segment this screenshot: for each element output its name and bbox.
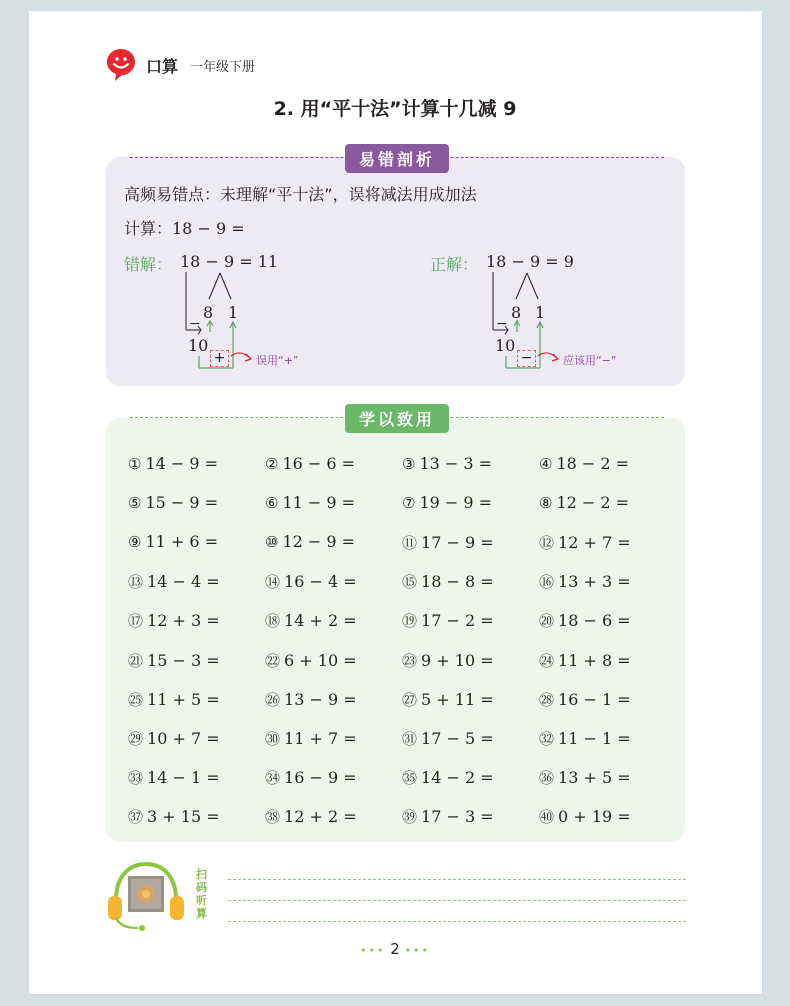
problem-number: ⑳ bbox=[539, 612, 555, 631]
problem-expression: 13 + 3 = bbox=[558, 572, 631, 592]
common-error-text: 高频易错点：未理解“平十法”，误将减法用成加法 bbox=[124, 185, 477, 204]
problem-number: ⑥ bbox=[265, 494, 279, 513]
practice-problem bbox=[539, 689, 631, 710]
practice-problem bbox=[539, 650, 631, 671]
problem-expression: 10 + 7 = bbox=[147, 728, 220, 748]
problem-expression: 17 − 3 = bbox=[421, 806, 494, 826]
problem-number: ㉛ bbox=[402, 729, 418, 748]
problem-expression: 18 − 6 = bbox=[558, 611, 631, 631]
practice-problem bbox=[128, 689, 220, 710]
problem-number: ㉚ bbox=[265, 729, 281, 748]
problem-expression: 19 − 9 = bbox=[419, 493, 493, 513]
problem-expression: 0 + 19 = bbox=[558, 806, 631, 826]
problem-expression: 3 + 15 = bbox=[147, 806, 220, 826]
problem-number: ⑮ bbox=[402, 573, 418, 592]
problem-expression: 11 − 9 = bbox=[282, 493, 356, 513]
practice-problem bbox=[265, 571, 357, 592]
problem-number: ① bbox=[128, 455, 142, 473]
practice-problem bbox=[265, 806, 357, 827]
problem-expression: 14 − 1 = bbox=[147, 767, 220, 787]
practice-problem bbox=[402, 493, 492, 512]
practice-problem bbox=[265, 728, 357, 749]
problem-number: ⑩ bbox=[265, 533, 279, 552]
problem-number: ② bbox=[265, 455, 279, 473]
problem-number: ㉞ bbox=[265, 768, 281, 787]
practice-problem bbox=[265, 610, 357, 631]
wrong-minus: − bbox=[189, 316, 201, 332]
practice-problem bbox=[128, 493, 218, 512]
problem-expression: 12 − 2 = bbox=[556, 493, 630, 513]
practice-problem bbox=[539, 610, 631, 631]
problem-text: 计算：18 − 9 = bbox=[124, 219, 245, 238]
right-equation: 18 − 9 = 9 bbox=[486, 252, 574, 271]
problem-number: ㉒ bbox=[265, 651, 281, 670]
practice-section-header bbox=[130, 404, 664, 432]
right-note: 应该用“−” bbox=[563, 354, 617, 367]
problem-number: ㉗ bbox=[402, 690, 418, 709]
problem-number: ㉕ bbox=[128, 690, 144, 709]
right-minus: − bbox=[496, 316, 508, 332]
practice-problem bbox=[539, 728, 631, 749]
problem-expression: 11 + 8 = bbox=[558, 650, 631, 670]
practice-problem bbox=[402, 650, 494, 671]
wrong-label: 错解： bbox=[124, 255, 173, 274]
problem-number: ⑫ bbox=[539, 534, 555, 553]
analysis-section-label: 易错剖析 bbox=[345, 144, 449, 173]
practice-problem bbox=[402, 728, 494, 749]
problem-number: ㊲ bbox=[128, 807, 144, 826]
problem-expression: 13 + 5 = bbox=[558, 767, 631, 787]
problem-expression: 11 + 5 = bbox=[147, 689, 220, 709]
problem-expression: 9 + 10 = bbox=[421, 650, 494, 670]
wrong-operator-box: + bbox=[210, 350, 229, 367]
problem-number: ⑧ bbox=[539, 494, 553, 513]
practice-problem bbox=[128, 571, 220, 592]
page-title: 2. 用“平十法”计算十几减 9 bbox=[273, 98, 517, 120]
problem-number: ⑯ bbox=[539, 573, 555, 592]
practice-problem bbox=[402, 767, 494, 788]
problem-number: ⑨ bbox=[128, 533, 142, 552]
problem-number: ㉘ bbox=[539, 690, 555, 709]
problem-expression: 16 − 6 = bbox=[282, 454, 356, 473]
problem-expression: 14 − 2 = bbox=[421, 767, 494, 787]
practice-problem bbox=[402, 610, 494, 631]
right-label: 正解： bbox=[430, 255, 479, 274]
problem-number: ⑦ bbox=[402, 494, 416, 513]
problem-number: ⑱ bbox=[265, 612, 281, 631]
practice-problem bbox=[128, 806, 220, 827]
practice-problem bbox=[128, 610, 220, 631]
problem-number: ⑬ bbox=[128, 573, 144, 592]
practice-problem bbox=[265, 650, 357, 671]
problem-number: ㉙ bbox=[128, 729, 144, 748]
answer-line bbox=[228, 900, 686, 901]
problem-number: ㊴ bbox=[402, 807, 418, 826]
practice-problem bbox=[402, 454, 492, 473]
problem-number: ⑲ bbox=[402, 612, 418, 631]
problem-number: ⑤ bbox=[128, 494, 142, 513]
answer-line bbox=[228, 879, 686, 880]
practice-problem bbox=[265, 767, 357, 788]
practice-problem bbox=[402, 532, 494, 553]
practice-problem bbox=[128, 728, 220, 749]
book-name: 口算 bbox=[146, 56, 179, 76]
problem-expression: 17 − 2 = bbox=[421, 611, 494, 631]
answer-line bbox=[228, 921, 686, 922]
problem-number: ㉓ bbox=[402, 651, 418, 670]
practice-problem bbox=[539, 571, 631, 592]
problem-number: ㊵ bbox=[539, 807, 555, 826]
problem-expression: 11 + 6 = bbox=[145, 532, 219, 552]
practice-problem bbox=[128, 650, 220, 671]
problem-expression: 11 + 7 = bbox=[284, 728, 357, 748]
problem-expression: 12 + 2 = bbox=[284, 806, 357, 826]
problem-expression: 18 − 2 = bbox=[556, 454, 630, 473]
page-number: ••• 2 ••• bbox=[359, 940, 431, 958]
practice-problem bbox=[265, 689, 357, 710]
grade-label: 一年级下册 bbox=[190, 59, 256, 75]
wrong-split-left: 8 bbox=[203, 303, 214, 322]
problem-expression: 12 − 9 = bbox=[282, 532, 356, 552]
right-split-left: 8 bbox=[511, 303, 522, 322]
practice-problem bbox=[128, 532, 218, 551]
practice-problem bbox=[539, 493, 629, 512]
problem-expression: 16 − 9 = bbox=[284, 767, 357, 787]
problem-number: ㉖ bbox=[265, 690, 281, 709]
wrong-split-right: 1 bbox=[228, 303, 239, 322]
practice-problem bbox=[539, 767, 631, 788]
problem-expression: 12 + 3 = bbox=[147, 611, 220, 631]
practice-problem bbox=[265, 532, 355, 551]
practice-section-label: 学以致用 bbox=[345, 404, 449, 433]
practice-problem bbox=[128, 767, 220, 788]
problem-number: ㉔ bbox=[539, 651, 555, 670]
headphones-qr-icon[interactable] bbox=[106, 860, 196, 939]
problem-expression: 14 − 4 = bbox=[147, 572, 220, 592]
problem-number: ㊱ bbox=[539, 768, 555, 787]
problem-number: ㉝ bbox=[128, 768, 144, 787]
problem-expression: 17 − 9 = bbox=[421, 533, 494, 553]
problem-expression: 17 − 5 = bbox=[421, 728, 494, 748]
practice-problem bbox=[265, 493, 355, 512]
practice-problem bbox=[539, 532, 631, 553]
scan-label: 扫 码 听 算 bbox=[196, 868, 207, 920]
wrong-ten: 10 bbox=[188, 336, 209, 355]
right-split-right: 1 bbox=[535, 303, 546, 322]
practice-problem bbox=[402, 571, 494, 592]
practice-problem bbox=[128, 454, 218, 473]
problem-expression: 15 − 3 = bbox=[147, 650, 220, 670]
practice-problem bbox=[402, 806, 494, 827]
problem-number: ㉟ bbox=[402, 768, 418, 787]
problem-number: ㉑ bbox=[128, 651, 144, 670]
problem-expression: 13 − 3 = bbox=[419, 454, 493, 473]
wrong-equation: 18 − 9 = 11 bbox=[180, 252, 279, 271]
practice-problem bbox=[539, 454, 629, 473]
practice-problem bbox=[539, 806, 631, 827]
practice-problem bbox=[265, 454, 355, 473]
problem-number: ㊳ bbox=[265, 807, 281, 826]
problem-number: ④ bbox=[539, 455, 553, 473]
problem-expression: 16 − 1 = bbox=[558, 689, 631, 709]
problem-number: ⑪ bbox=[402, 534, 418, 553]
problem-expression: 5 + 11 = bbox=[421, 689, 494, 709]
problem-expression: 12 + 7 = bbox=[558, 533, 631, 553]
problem-number: ③ bbox=[402, 455, 416, 473]
problem-number: ⑭ bbox=[265, 573, 281, 592]
practice-problem bbox=[402, 689, 494, 710]
problem-expression: 13 − 9 = bbox=[284, 689, 357, 709]
problem-expression: 15 − 9 = bbox=[145, 493, 219, 513]
problem-expression: 18 − 8 = bbox=[421, 572, 494, 592]
problem-expression: 16 − 4 = bbox=[284, 572, 357, 592]
wrong-note: 误用“+” bbox=[256, 354, 299, 367]
problem-number: ㉜ bbox=[539, 729, 555, 748]
problem-expression: 14 + 2 = bbox=[284, 611, 357, 631]
right-operator-box: − bbox=[517, 350, 536, 367]
problem-expression: 14 − 9 = bbox=[145, 454, 219, 473]
problem-expression: 6 + 10 = bbox=[284, 650, 357, 670]
problem-number: ⑰ bbox=[128, 612, 144, 631]
problem-expression: 11 − 1 = bbox=[558, 728, 631, 748]
right-ten: 10 bbox=[495, 336, 516, 355]
